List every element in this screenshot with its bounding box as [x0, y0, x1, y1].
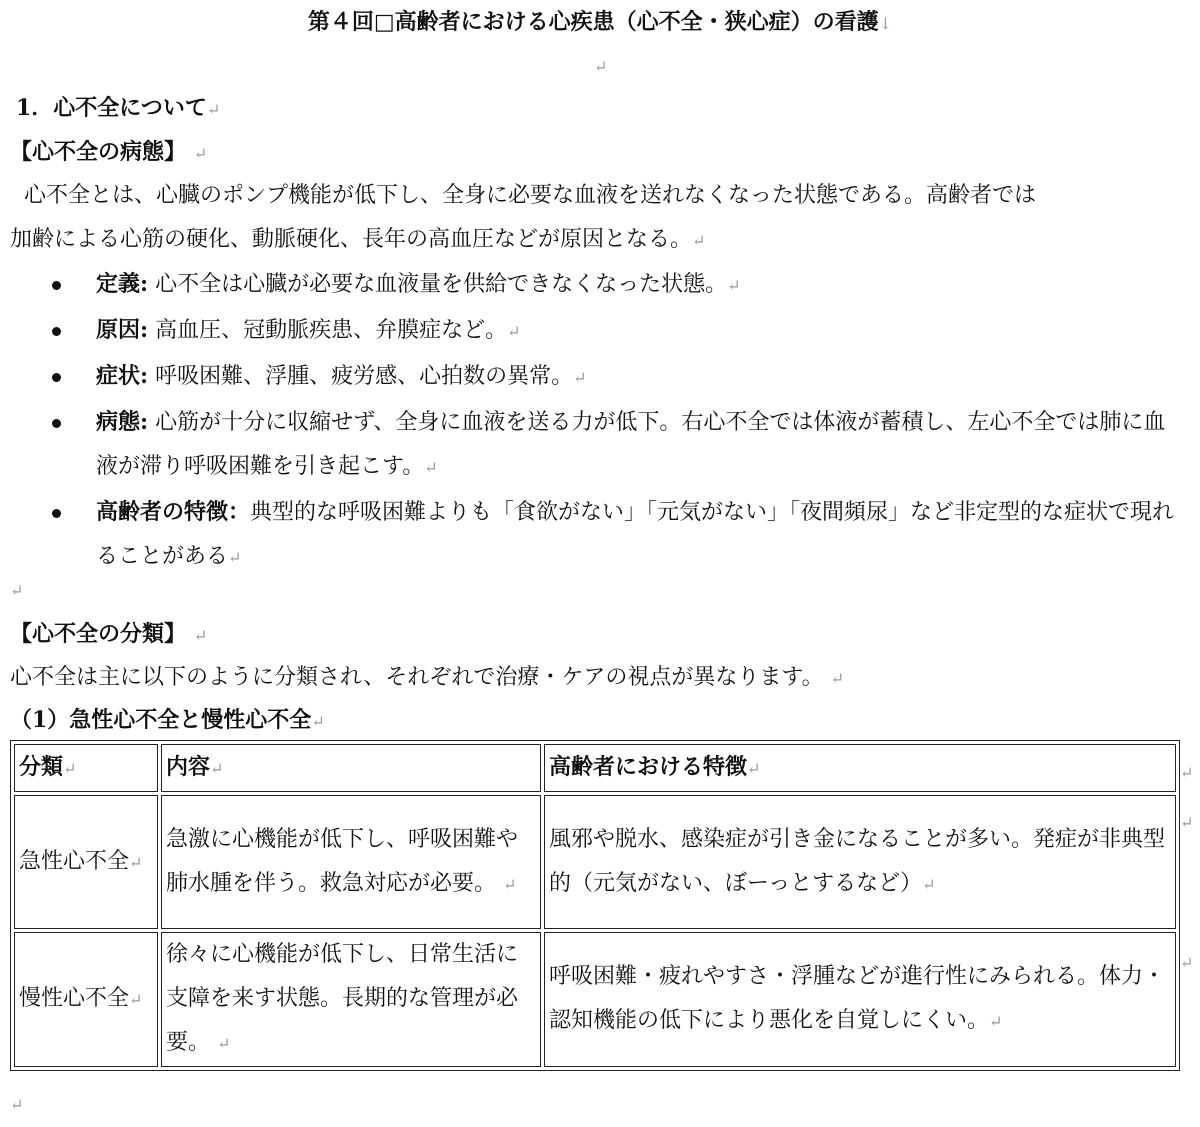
empty-paragraph	[594, 44, 607, 89]
empty-paragraph	[10, 1082, 23, 1127]
table-cell: 呼吸困難・疲れやすさ・浮腫などが進行性にみられる。体力・認知機能の低下により悪化を自覚しにくい。↵	[544, 932, 1176, 1067]
cell-mark: ↵	[503, 874, 517, 894]
table-row	[14, 795, 1176, 929]
classification-heading	[10, 612, 207, 658]
section-heading	[16, 86, 220, 132]
header-cell: 内容↵	[161, 744, 541, 792]
bullet-dot-icon	[52, 419, 61, 428]
document-title	[0, 2, 1200, 44]
table-header-row	[14, 744, 1176, 792]
pathology-heading	[10, 130, 207, 176]
classification-intro-text: 心不全は主に以下のように分類され、それぞれで治療・ケアの視点が異なります。	[10, 665, 824, 690]
bullet-term: 定義:	[96, 271, 149, 297]
cell-mark: ↵	[922, 874, 936, 894]
paragraph-mark: ↵	[830, 669, 844, 688]
row-end-mark: ↵	[1180, 763, 1194, 782]
table-cell: 急激に心機能が低下し、呼吸困難や肺水腫を伴う。救急対応が必要。 ↵	[161, 795, 541, 929]
bullet-item	[0, 490, 1180, 580]
row-end-mark: ↵	[1180, 813, 1194, 832]
pathology-intro-text-1: 心不全とは、心臓のポンプ機能が低下し、全身に必要な血液を送れなくなった状態である。高齢者では	[24, 183, 1037, 208]
paragraph-mark: ↵	[311, 712, 325, 731]
bullet-dot-icon	[52, 509, 61, 518]
subheading-text: （1）急性心不全と慢性心不全	[10, 707, 312, 733]
pathology-intro-line-2	[10, 218, 705, 263]
subheading	[10, 698, 325, 744]
cell-mark: ↵	[129, 990, 143, 1009]
paragraph-mark: ↵	[193, 626, 208, 645]
paragraph-mark: ↵	[692, 231, 706, 250]
bullet-term: 高齢者の特徴：	[96, 499, 251, 525]
bullet-item	[0, 354, 1180, 400]
table-cell: 徐々に心機能が低下し、日常生活に支障を来す状態。長期的な管理が必要。 ↵	[161, 932, 541, 1067]
table-row	[14, 932, 1176, 1067]
line-break-mark: ↓	[878, 14, 893, 33]
paragraph-mark: ↵	[228, 548, 242, 567]
bullet-text: 呼吸困難、浮腫、疲労感、心拍数の異常。	[155, 364, 574, 389]
row-end-mark: ↵	[1180, 953, 1194, 972]
classification-intro	[10, 656, 844, 701]
cell-mark: ↵	[210, 759, 224, 778]
paragraph-mark: ↵	[727, 276, 741, 295]
bullet-dot-icon	[52, 373, 61, 382]
paragraph-mark: ↵	[594, 57, 608, 76]
bullet-term: 症状:	[96, 363, 149, 389]
paragraph-mark: ↵	[206, 100, 221, 119]
bullet-item	[0, 262, 1180, 308]
paragraph-mark: ↵	[573, 368, 587, 387]
table-cell: 風邪や脱水、感染症が引き金になることが多い。発症が非典型的（元気がない、ぼーっとするなど）↵	[544, 795, 1176, 929]
paragraph-mark: ↵	[193, 144, 208, 163]
cell-mark: ↵	[63, 759, 77, 778]
header-cell: 分類↵	[14, 744, 158, 792]
bullet-item	[0, 308, 1180, 354]
bullet-text: 心不全は心臓が必要な血液量を供給できなくなった状態。	[155, 272, 728, 297]
paragraph-mark: ↵	[424, 458, 438, 477]
cell-mark: ↵	[217, 1034, 231, 1053]
pathology-bullet-list	[0, 262, 1180, 580]
classification-table	[10, 740, 1180, 1071]
cell-mark: ↵	[747, 759, 761, 778]
pathology-intro-text-2: 加齢による心筋の硬化、動脈硬化、長年の高血圧などが原因となる。	[10, 227, 693, 252]
bullet-text: 典型的な呼吸困難よりも「食欲がない」「元気がない」「夜間頻尿」など非定型的な症状で現れることがある	[96, 500, 1175, 569]
cell-mark: ↵	[129, 852, 143, 872]
table-grid	[11, 741, 1179, 1070]
bullet-dot-icon	[52, 327, 61, 336]
empty-paragraph	[10, 568, 23, 613]
cell-mark: ↵	[989, 1012, 1003, 1031]
paragraph-mark: ↵	[507, 322, 521, 341]
title-text: 第４回□高齢者における心疾患（心不全・狭心症）の看護	[307, 9, 879, 35]
section-heading-text: 1．心不全について	[16, 95, 207, 121]
pathology-intro-line-1	[24, 174, 1036, 218]
classification-heading-text: 【心不全の分類】	[10, 621, 187, 647]
table-cell: 慢性心不全↵	[14, 932, 158, 1067]
bullet-term: 病態:	[96, 409, 149, 435]
bullet-dot-icon	[52, 281, 61, 290]
pathology-heading-text: 【心不全の病態】	[10, 139, 187, 165]
bullet-text: 心筋が十分に収縮せず、全身に血液を送る力が低下。右心不全では体液が蓄積し、左心不全では肺に血液が滞り呼吸困難を引き起こす。	[96, 410, 1166, 479]
bullet-text: 高血圧、冠動脈疾患、弁膜症など。	[155, 318, 508, 343]
paragraph-mark: ↵	[10, 581, 24, 600]
header-cell: 高齢者における特徴↵	[544, 744, 1176, 792]
bullet-item	[0, 400, 1180, 490]
bullet-term: 原因:	[96, 317, 149, 343]
table-cell: 急性心不全↵	[14, 795, 158, 929]
paragraph-mark: ↵	[10, 1095, 24, 1114]
